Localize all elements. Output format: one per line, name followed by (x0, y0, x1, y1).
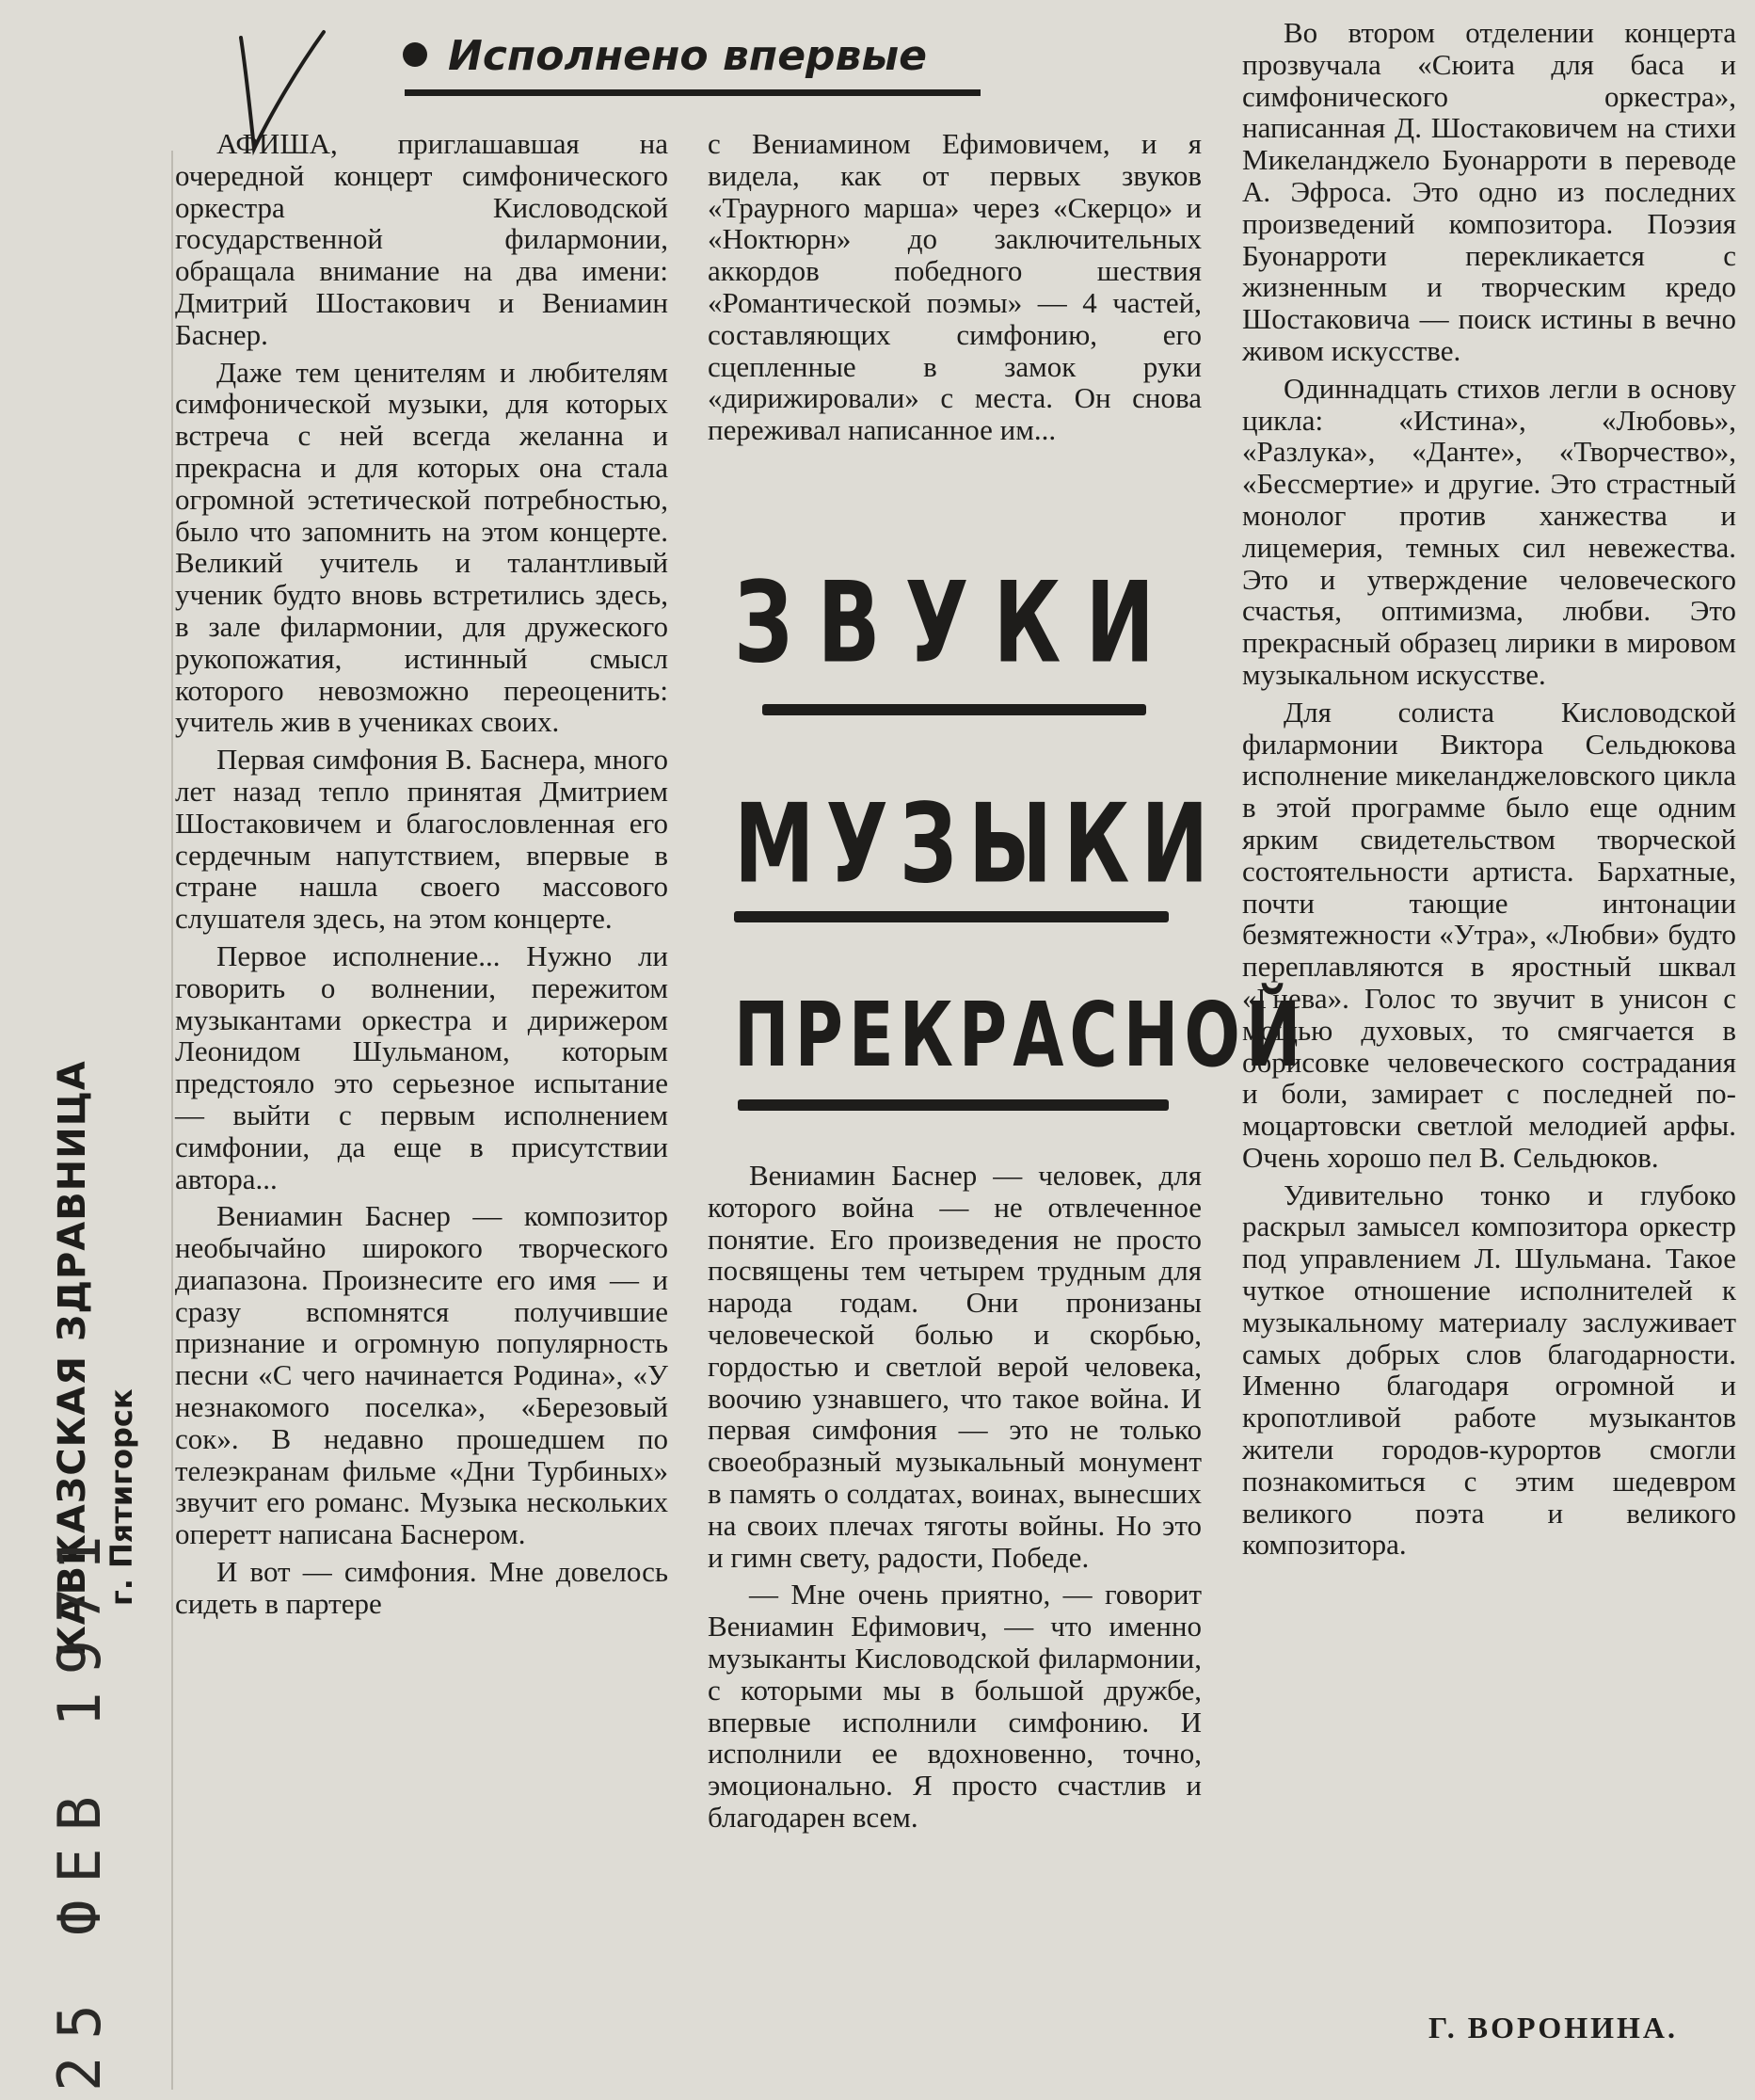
paper-fold-line (171, 151, 173, 2090)
column-1 (175, 128, 668, 1626)
paragraph: Первая симфония В. Баснера, много лет назад тепло принятая Дмитрием Шостаковичем и благословленная его сердечным напутствием, впервые в стране нашла своего массового слушателя здесь, на этом концерте. (175, 743, 668, 936)
headline-line-3: ПРЕКРАСНОЙ (734, 983, 1307, 1087)
headline-line-1: ЗВУКИ (734, 557, 1180, 689)
column-2-top (708, 128, 1202, 452)
paragraph: Удивительно тонко и глубоко раскрыл замысел композитора оркестр под управлением Л. Шульмана. Такое чуткое отношение исполнителей к музыкальному материалу заслуживает самых добрых слов благодарности. Именно благодаря огромной и кропотливой работе музыкантов жители городов-курортов смогли познакомиться с этим шедевром великого поэта и великого композитора. (1242, 1178, 1736, 1562)
paragraph: Во втором отделении концерта прозвучала «Сюита для баса и симфонического оркестра», написанная Д. Шостаковичем на стихи Микеланджело Буонарроти в переводе А. Эфроса. Это одно из последних произведений композитора. Поэзия Буонарроти перекликается с жизненным и творческим кредо Шостаковича — поиск истины в вечно живом искусстве. (1242, 16, 1736, 367)
paragraph: И вот — симфония. Мне довелось сидеть в партере (175, 1555, 668, 1620)
paragraph: Вениамин Баснер — человек, для которого война — не отвлеченное понятие. Его произведения не просто посвящены тем четырем трудным для народа годам. Они пронизаны человеческой болью и скорбью, гордостью и светлой верой человека, воочию узнавшего, что такое война. И первая симфония — это не только своеобразный музыкальный монумент в память о солдатах, воинах, вынесших на своих плечах тяготы войны. Но это и гимн свету, радости, Победе. (708, 1159, 1202, 1574)
paragraph: Одиннадцать стихов легли в основу цикла: «Истина», «Любовь», «Разлука», «Данте», «Творчество», «Бессмертие» и другие. Это страстный монолог против ханжества и лицемерия, темных сил невежества. Это и утверждение человеческого счастья, оптимизма, любви. Это прекрасный образец лирики в мировом музыкальном искусстве. (1242, 371, 1736, 691)
paragraph: Первое исполнение... Нужно ли говорить о волнении, пережитом музыкантами оркестра и дирижером Леонидом Шульманом, которым предстояло это серьезное испытание — выйти с первым исполнением симфонии, да еще в присутствии автора... (175, 938, 668, 1195)
column-2-bottom (708, 1160, 1202, 1839)
paragraph: — Мне очень приятно, — говорит Вениамин Ефимович, — что именно музыканты Кисловодской филармонии, с которыми мы в большой дружбе, впервые исполнили симфонию. И исполнили ее вдохновенно, точно, эмоционально. Я просто счастлив и благодарен всем. (708, 1578, 1202, 1834)
paragraph: с Вениамином Ефимовичем, и я видела, как от первых звуков «Траурного марша» через «Скерцо» и «Ноктюрн» до заключительных аккордов победного шествия «Романтической поэмы» — 4 частей, составляющих симфонию, его сцепленные в замок руки «дирижировали» с места. Он снова переживал написанное им... (708, 127, 1202, 447)
rubric-heading (403, 26, 977, 94)
paragraph: Для солиста Кисловодской филармонии Виктора Сельдюкова исполнение микеланджеловского цикла в этой программе было еще одним ярким свидетельством творческой состоятельности артиста. Бархатные, почти тающие интонации безмятежности «Утра», «Любви» будто переплавляются в яростный шквал «Гнева». Голос то звучит в унисон с мощью духовых, то смягчается в обрисовке человеческого сострадания и боли, замирает с последней по-моцартовски светлой мелодией арфы. Очень хорошо пел В. Сельдюков. (1242, 695, 1736, 1174)
headline-rule-1 (762, 704, 1146, 715)
column-3 (1242, 17, 1736, 1566)
author-signature: Г. ВОРОНИНА. (1428, 2011, 1679, 2044)
newspaper-city-stamp: г. Пятигорск (104, 1388, 139, 1606)
headline-rule-3 (738, 1099, 1169, 1111)
headline-line-2: МУЗЫКИ (734, 781, 1221, 908)
bullet-dot-icon (403, 42, 427, 67)
date-stamp: 25 ФЕВ 1971 (45, 1518, 114, 2092)
rubric-underline (405, 89, 981, 96)
paragraph: Вениамин Баснер — композитор необычайно широкого творческого диапазона. Произнесите его имя — и сразу вспомнятся получившие признание и огромную популярность песни «С чего начинается Родина», «У незнакомого поселка», «Березовый сок». В недавно прошедшем по телеэкранам фильме «Дни Турбиных» звучит его романс. Музыка нескольких оперетт написана Баснером. (175, 1199, 668, 1551)
paragraph: АФИША, приглашавшая на очередной концерт симфонического оркестра Кисловодской государственной филармонии, обращала внимание на два имени: Дмитрий Шостакович и Вениамин Баснер. (175, 127, 668, 351)
newspaper-name-stamp: КАВКАЗСКАЯ ЗДРАВНИЦА (51, 1060, 94, 1657)
paragraph: Даже тем ценителям и любителям симфонической музыки, для которых встреча с ней всегда желанна и прекрасна и для которых она стала огромной эстетической потребностью, было что запомнить на этом концерте. Великий учитель и талантливый ученик будто вновь встретились здесь, в зале филармонии, для дружеского рукопожатия, истинный смысл которого невозможно переоценить: учитель жив в учениках своих. (175, 355, 668, 739)
rubric-label: Исполнено впервые (448, 32, 928, 80)
headline-rule-2 (734, 911, 1169, 922)
